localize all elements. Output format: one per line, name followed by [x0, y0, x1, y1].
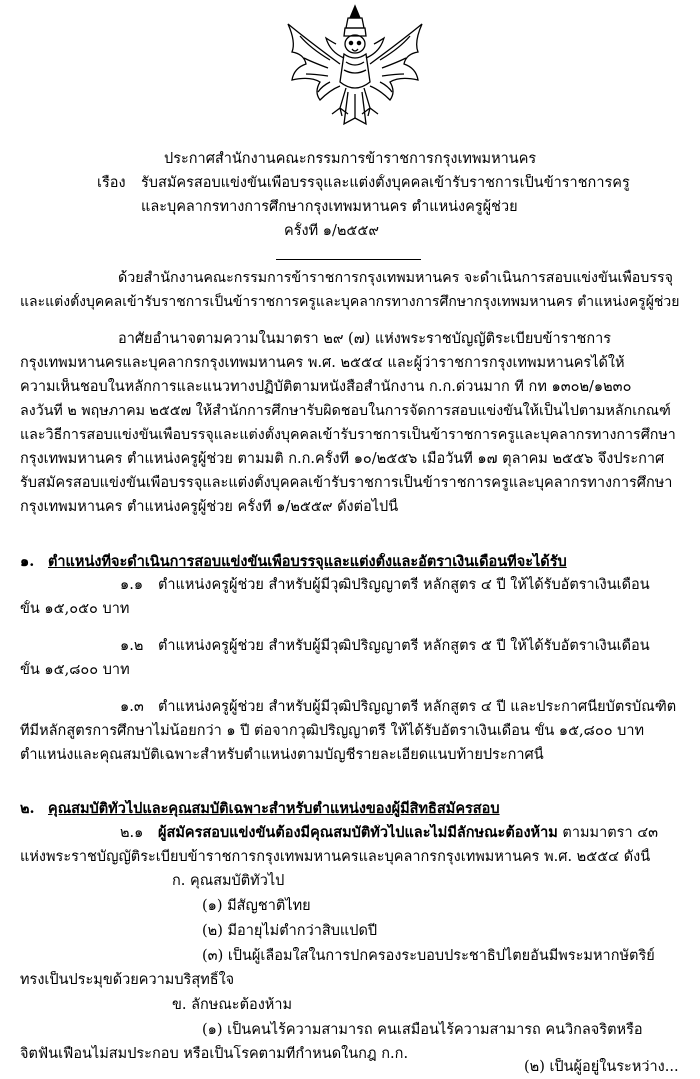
section-2-heading: คุณสมบัติทั่วไปและคุณสมบัติเฉพาะสำหรับตำแหน่งของผู้มีสิทธิสมัครสอบ [48, 800, 500, 817]
qualification-a2: (๒) มีอายุไม่ต่ำกว่าสิบแปดปี [202, 923, 378, 939]
intro-p2-line-3: ความเห็นชอบในหลักการและแนวทางปฏิบัติตามหนังสือสำนักงาน ก.ก.ด่วนมาก ที่ กท ๑๓๐๒/๑๒๓๐ [20, 379, 632, 395]
announcement-title: ประกาศสำนักงานคณะกรรมการข้าราชการกรุงเทพมหานคร [164, 151, 537, 167]
qualification-a3-line-1: (๓) เป็นผู้เลื่อมใสในการปกครองระบอบประชาธิปไตยอันมีพระมหากษัตริย์ [202, 948, 655, 964]
header-divider [276, 259, 421, 260]
subject-line-1: รับสมัครสอบแข่งขันเพื่อบรรจุและแต่งตั้งบุคคลเข้ารับราชการเป็นข้าราชการครู [141, 175, 630, 191]
general-qualifications-label: ก. คุณสมบัติทั่วไป [172, 873, 285, 889]
item-1-3-line-2: ที่มีหลักสูตรการศึกษาไม่น้อยกว่า ๑ ปี ต่อจากวุฒิปริญญาตรี ให้ได้รับอัตราเงินเดือน ขั้น ๑๕,๘๐๐ บาท [20, 723, 645, 739]
prohibition-b1-line-1: (๑) เป็นคนไร้ความสามารถ คนเสมือนไร้ความสามารถ คนวิกลจริตหรือ [202, 1022, 643, 1038]
section-1-number: ๑. [20, 553, 35, 570]
item-1-3-line-1: ตำแหน่งครูผู้ช่วย สำหรับผู้มีวุฒิปริญญาตรี หลักสูตร ๔ ปี และประกาศนียบัตรบัณฑิต [158, 699, 677, 715]
item-1-2-number: ๑.๒ [120, 638, 144, 654]
intro-p2-line-2: กรุงเทพมหานครและบุคลากรกรุงเทพมหานคร พ.ศ. ๒๕๕๔ และผู้ว่าราชการกรุงเทพมหานครได้ให้ [20, 355, 625, 371]
intro-p2-line-4: ลงวันที่ ๒ พฤษภาคม ๒๕๕๗ ให้สำนักการศึกษารับผิดชอบในการจัดการสอบแข่งขันให้เป็นไปตามหลักเกณฑ์ [20, 403, 671, 419]
subject-label: เรื่อง [97, 175, 126, 191]
item-1-1-line-1: ตำแหน่งครูผู้ช่วย สำหรับผู้มีวุฒิปริญญาตรี หลักสูตร ๔ ปี ให้ได้รับอัตราเงินเดือน [158, 577, 650, 593]
prohibition-b1-line-2: จิตฟั่นเฟือนไม่สมประกอบ หรือเป็นโรคตามที่กำหนดในกฎ ก.ก. [20, 1046, 409, 1062]
qualification-a3-line-2: ทรงเป็นประมุขด้วยความบริสุทธิ์ใจ [20, 972, 235, 988]
intro-p2-line-8: กรุงเทพมหานคร ตำแหน่งครูผู้ช่วย ครั้งที่ ๑/๒๕๕๙ ดังต่อไปนี้ [20, 499, 399, 515]
item-2-1-bold-text: ผู้สมัครสอบแข่งขันต้องมีคุณสมบัติทั่วไปและไม่มีลักษณะต้องห้าม [158, 824, 558, 841]
section-1-heading: ตำแหน่งที่จะดำเนินการสอบแข่งขันเพื่อบรรจุและแต่งตั้งและอัตราเงินเดือนที่จะได้รับ [48, 553, 567, 570]
item-2-1-rest-text: ตามมาตรา ๔๓ [557, 825, 659, 841]
intro-p2-line-1: อาศัยอำนาจตามความในมาตรา ๒๙ (๗) แห่งพระราชบัญญัติระเบียบข้าราชการ [118, 331, 612, 347]
item-1-3-number: ๑.๓ [120, 699, 144, 715]
section-1-note: ตำแหน่งและคุณสมบัติเฉพาะสำหรับตำแหน่งตามบัญชีรายละเอียดแนบท้ายประกาศนี้ [20, 747, 544, 763]
prohibited-characteristics-label: ข. ลักษณะต้องห้าม [172, 997, 293, 1013]
garuda-emblem-icon [270, 2, 440, 130]
qualification-a1: (๑) มีสัญชาติไทย [202, 898, 311, 914]
section-2-number: ๒. [20, 800, 35, 817]
intro-p1-line-1: ด้วยสำนักงานคณะกรรมการข้าราชการกรุงเทพมหานคร จะดำเนินการสอบแข่งขันเพื่อบรรจุ [118, 270, 673, 286]
intro-p1-line-2: และแต่งตั้งบุคคลเข้ารับราชการเป็นข้าราชการครูและบุคลากรทางการศึกษากรุงเทพมหานคร ตำแหน่งครูผู้ช่วย [20, 294, 680, 310]
continued-marker: (๒) เป็นผู้อยู่ในระหว่าง... [524, 1059, 679, 1075]
intro-p2-line-7: รับสมัครสอบแข่งขันเพื่อบรรจุและแต่งตั้งบุคคลเข้ารับราชการเป็นข้าราชการครูและบุคลากรทางการศึกษา [20, 475, 673, 491]
intro-p2-line-6: กรุงเทพมหานคร ตำแหน่งครูผู้ช่วย ตามมติ ก.ก.ครั้งที่ ๑๐/๒๕๕๖ เมื่อวันที่ ๑๗ ตุลาคม ๒๕๕๖ จึงประกาศ [20, 451, 665, 467]
item-2-1-number: ๒.๑ [120, 825, 144, 841]
item-1-1-number: ๑.๑ [120, 577, 144, 593]
item-1-2-line-1: ตำแหน่งครูผู้ช่วย สำหรับผู้มีวุฒิปริญญาตรี หลักสูตร ๕ ปี ให้ได้รับอัตราเงินเดือน [158, 638, 650, 654]
item-2-1-line-2: แห่งพระราชบัญญัติระเบียบข้าราชการกรุงเทพมหานครและบุคลากรกรุงเทพมหานคร พ.ศ. ๒๕๕๔ ดังนี้ [20, 849, 651, 865]
intro-p2-line-5: และวิธีการสอบแข่งขันเพื่อบรรจุและแต่งตั้งบุคคลเข้ารับราชการเป็นข้าราชการครูและบุคลากรทางการศึกษา [20, 427, 676, 443]
item-1-1-line-2: ขั้น ๑๕,๐๕๐ บาท [20, 601, 130, 617]
item-2-1-line-1 [158, 824, 680, 842]
item-1-2-line-2: ขั้น ๑๕,๘๐๐ บาท [20, 662, 130, 678]
announcement-round: ครั้งที่ ๑/๒๕๕๙ [284, 223, 379, 239]
subject-line-2: และบุคลากรทางการศึกษากรุงเทพมหานคร ตำแหน่งครูผู้ช่วย [141, 199, 518, 215]
